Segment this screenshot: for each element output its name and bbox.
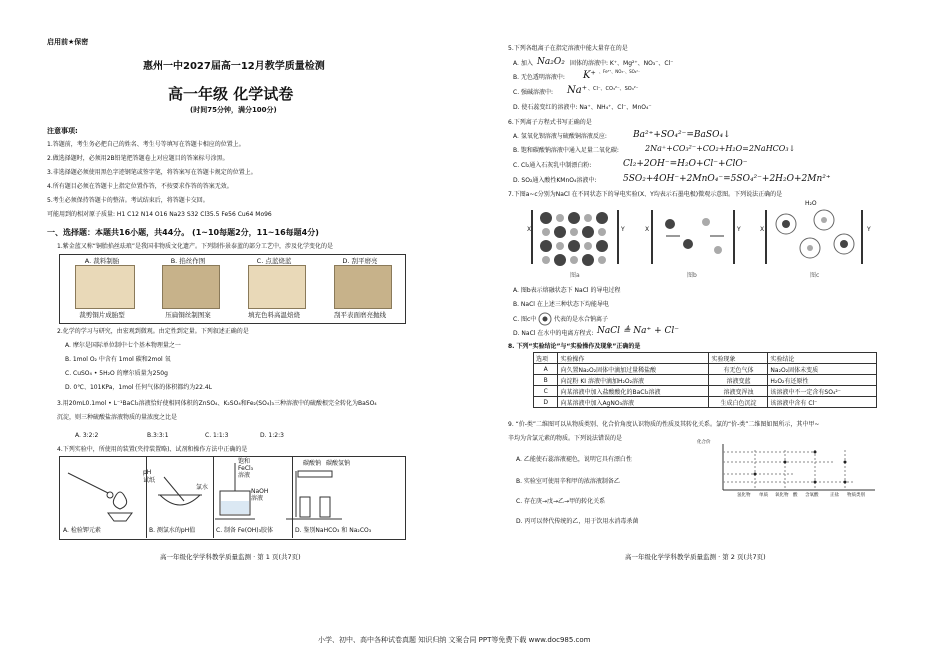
q8-cell: D <box>534 397 558 408</box>
q5-option-b-formula: K⁺ <box>583 70 596 81</box>
q1-illustration-d <box>334 265 392 309</box>
q9-option-b: B. 实验室可使用辛和甲的浓溶液制备乙 <box>516 478 620 485</box>
q8-cell: 向淀粉 KI 溶液中滴加H₂O₂溶液 <box>558 375 709 386</box>
q7-option-c-end: 代表的是水合钠离子 <box>554 316 609 323</box>
note-4: 4.所有题目必须在答题卡上指定位置作答，不按要求作答的答案无效。 <box>47 183 233 190</box>
chart-cat-salt: 正盐 <box>830 493 839 498</box>
fig-a-lattice <box>540 212 608 266</box>
q6-option-c-formula: Cl₂+2OH⁻=H₂O+Cl⁻+ClO⁻ <box>623 159 748 169</box>
q8-header-conclusion: 实验结论 <box>768 353 877 364</box>
q4-label-chlorine-water: 氯水 <box>196 484 209 491</box>
q4-caption-d: D. 鉴别NaHCO₃ 和 Na₂CO₃ <box>295 527 372 534</box>
q2-option-b: B. 1mol O₂ 中含有 1mol 碳和2mol 氧 <box>65 356 171 363</box>
q8-header-phenomenon: 实验现象 <box>709 353 768 364</box>
note-1: 1.答题前，考生务必把自己的姓名、考生号等填写在答题卡相应的位置上。 <box>47 141 245 148</box>
q1-option-b: B. 掐丝作图 <box>170 257 206 265</box>
q3-option-b: B.3:3:1 <box>147 432 169 439</box>
q8-cell: 生成白色沉淀 <box>709 397 768 408</box>
q8-cell: 向久置Na₂O₂固体中滴加过量稀盐酸 <box>558 364 709 375</box>
q9-option-a: A. 乙能使石蕊溶液褪色，说明它具有漂白性 <box>516 456 632 463</box>
q4-label-nahco3: 碳酸氢钠 <box>326 460 351 467</box>
notes-heading: 注意事项: <box>47 127 78 135</box>
q8-cell: B <box>534 375 558 386</box>
q1-illustration-b <box>162 265 220 309</box>
q8-cell: H₂O₂有还原性 <box>768 375 877 386</box>
q7-option-d-label: D. NaCl 在水中的电离方程式: <box>513 330 594 337</box>
q6-option-d-label: D. SO₂通入酸性KMnO₄溶液中: <box>513 177 597 184</box>
valence-class-chart <box>715 440 885 498</box>
chart-y-axis-label: 化合价 <box>697 440 711 445</box>
q5-option-c-formula: Na⁺ <box>567 85 587 96</box>
q6-option-d-formula: 5SO₂+4OH⁻+2MnO₄⁻=5SO₄²⁻+2H₂O+2Mn²⁺ <box>623 174 831 184</box>
q3-option-d: D. 1:2:3 <box>260 432 284 439</box>
fig-a-label: 图a <box>570 272 580 279</box>
q4-stem: 4.下列实验中，所使用的装置(夹持装置略)、试剂和操作方法中正确的是 <box>57 446 248 453</box>
q8-cell: 该溶液中含有 Cl⁻ <box>768 397 877 408</box>
q4-caption-b: B. 测氯水的pH值 <box>149 527 196 534</box>
q3-stem-line1: 3.用20mL0.1mol • L⁻¹BaCl₂溶液恰好使相同体积的ZnSO₄、K₂SO₄和Fe₂(SO₄)₃三种溶液中的硫酸根完全转化为BaSO₄ <box>57 400 377 407</box>
q9-option-c: C. 存在庚→戊→乙→甲的转化关系 <box>516 498 606 505</box>
q7-diagrams <box>520 200 880 278</box>
q1-option-a: A. 裁料制胎 <box>84 257 120 265</box>
q8-header-operation: 实验操作 <box>558 353 709 364</box>
q8-cell: Na₂O₂固体未变质 <box>768 364 877 375</box>
q5-stem: 5.下列各组离子在指定溶液中能大量存在的是 <box>508 45 628 52</box>
q8-cell: 溶液变浑浊 <box>709 386 768 397</box>
table-row <box>534 397 877 408</box>
q8-header-row <box>534 353 877 364</box>
q7-option-b: B. NaCl 在上述三种状态下均能导电 <box>513 301 609 308</box>
page-1-footer: 高一年级化学学科教学质量监测 · 第 1 页(共7页) <box>160 553 301 561</box>
q4-label-naoh: NaOH <box>251 488 269 495</box>
chart-cat-class: 物质类别 <box>847 493 865 498</box>
q3-stem-line2: 沉淀，则三种硫酸盐溶液物质的量浓度之比是 <box>57 414 178 421</box>
q7-option-c-start: C. 图c中 <box>513 316 537 323</box>
note-5: 5.考生必须保持答题卡的整洁。考试结束后，将答题卡交回。 <box>47 197 209 204</box>
school-title: 惠州一中2027届高一12月教学质量检测 <box>143 61 325 72</box>
q6-option-b-formula: 2Na⁺+CO₃²⁻+CO₂+H₂O=2NaHCO₃↓ <box>645 144 796 153</box>
q1-caption-c: 填充色料高温焙烧 <box>248 311 300 319</box>
q5-option-d: D. 使石蕊变红的溶液中: Na⁺、NH₄⁺、Cl⁻、MnO₄⁻ <box>513 104 652 111</box>
exam-page-2 <box>475 0 950 672</box>
q4-label-paper: 试纸 <box>143 477 156 484</box>
exam-title: 高一年级 化学试卷 <box>168 85 294 103</box>
q8-header-option: 选项 <box>534 353 558 364</box>
table-row <box>534 364 877 375</box>
fig-b-label: 图b <box>687 272 697 279</box>
q4-label-saturated: 饱和 <box>238 458 251 465</box>
q1-caption-a: 裁剪铜片成胎型 <box>79 311 125 319</box>
fig-b-electrode-x: X <box>645 226 650 233</box>
q5-option-c-label: C. 强碱溶液中: <box>513 89 554 96</box>
q5-option-b-label: B. 无色透明溶液中: <box>513 74 565 81</box>
download-banner: 小学、初中、高中各种试卷真题 知识归纳 文案合同 PPT等免费下载 www.doc985.com <box>318 636 591 644</box>
q8-stem: 8. 下列“实验结论”与“实验操作及现象”正确的是 <box>508 343 641 350</box>
q1-stem: 1.紫金蓝又称“铜胎掐丝珐琅”是我国非物质文化遗产。下列制作景泰蓝的部分工艺中，涉及化学变化的是 <box>57 243 333 250</box>
time-score: (时间75分钟，满分100分) <box>190 106 277 114</box>
note-2: 2.做选择题时，必须用2B铅笔把答题卷上对应题目的答案标号涂黑。 <box>47 155 229 162</box>
atomic-masses: 可能用到的相对原子质量: H1 C12 N14 O16 Na23 S32 Cl35.5 Fe56 Cu64 Mo96 <box>47 211 272 218</box>
chart-cat-acid: 酸 <box>793 493 798 498</box>
q7-option-d-formula: NaCl ≜ Na⁺ + Cl⁻ <box>597 326 680 336</box>
q8-cell: 向某溶液中加入AgNO₃溶液 <box>558 397 709 408</box>
q4-label-solution-1: 溶液 <box>238 472 251 479</box>
q1-option-c: C. 点蓝烧蓝 <box>256 257 292 265</box>
table-row <box>534 375 877 386</box>
q6-option-c-label: C. Cl₂通入石灰乳中制漂白粉: <box>513 162 592 169</box>
q4-caption-c: C. 制备 Fe(OH)₃胶体 <box>216 527 274 534</box>
chart-cat-oxyacid: 含氧酸 <box>805 493 819 498</box>
fig-c-label: 图c <box>810 272 820 279</box>
q4-label-fecl3: FeCl₃ <box>238 465 254 472</box>
q8-cell: 有无色气体 <box>709 364 768 375</box>
q6-option-a-label: A. 氢氧化钡溶液与硫酸铜溶液反应: <box>513 133 607 140</box>
q4-label-na2co3: 碳酸钠 <box>303 460 322 467</box>
q2-option-a: A. 摩尔是国际单位制中七个基本物理量之一 <box>65 342 181 349</box>
q3-option-a: A. 3:2:2 <box>75 432 99 439</box>
q8-cell: C <box>534 386 558 397</box>
page-2-footer: 高一年级化学学科教学质量监测 · 第 2 页(共7页) <box>625 553 766 561</box>
q5-option-a-formula: Na₂O₂ <box>537 57 565 67</box>
q6-option-a-formula: Ba²⁺+SO₄²⁻=BaSO₄↓ <box>633 130 731 140</box>
q7-option-a: A. 图b表示熔融状态下 NaCl 的导电过程 <box>513 287 621 294</box>
q2-option-d: D. 0℃、101KPa，1mol 任何气体的体积都约为22.4L <box>65 384 213 391</box>
q4-caption-a: A. 检验钾元素 <box>63 527 101 534</box>
fig-a-electrode-x: X <box>527 226 532 233</box>
q5-option-a-rest: 固体的溶液中: K⁺、Mg²⁺、NO₃⁻、Cl⁻ <box>570 60 674 67</box>
q8-cell: 溶液变蓝 <box>709 375 768 386</box>
q2-stem: 2.化学的学习与研究，由宏观到微观。由定性到定量。下列叙述正确的是 <box>57 328 249 335</box>
fig-c-electrode-x: X <box>760 226 765 233</box>
q7-stem: 7.下图a~c分别为NaCl 在不同状态下的导电实验(X、Y均表示石墨电极)微观示意图。下列说法正确的是 <box>508 191 783 198</box>
q9-stem-line2: 辛均为含氯元素的物质。下列说法错误的是 <box>508 435 623 442</box>
fig-b-electrode-y: Y <box>737 226 741 233</box>
fig-c-water-label: H₂O <box>805 200 817 207</box>
q8-cell: 向某溶液中加入盐酸酸化的BaCl₂溶液 <box>558 386 709 397</box>
q2-option-c: C. CuSO₄ • 5H₂O 的摩尔质量为250g <box>65 370 168 377</box>
fig-a-electrode-y: Y <box>621 226 625 233</box>
q1-caption-b: 压扁铜丝制图案 <box>165 311 211 319</box>
chart-cat-hydride: 氢化物 <box>737 493 751 498</box>
q3-option-c: C. 1:1:3 <box>205 432 229 439</box>
q4-label-ph: pH <box>143 469 152 476</box>
hydrated-ion-icon <box>538 312 552 326</box>
section1-title: 一、选择题：本题共16小题，共44分。 (1~10每题2分，11~16每题4分) <box>47 228 319 237</box>
q5-option-b-small: 、Fe³⁺、NO₃⁻、SO₄²⁻ <box>599 69 641 74</box>
note-3: 3.非选择题必须使用黑色字迹钢笔或签字笔，将答案写在答题卡规定的位置上。 <box>47 169 257 176</box>
q8-cell: 该溶液中不一定含有SO₄²⁻ <box>768 386 877 397</box>
fig-c-electrode-y: Y <box>867 226 871 233</box>
q4-apparatus-drawings <box>60 457 403 525</box>
q1-illustration-c <box>248 265 306 309</box>
q1-caption-d: 刮平表面磨亮抛线 <box>334 311 386 319</box>
q1-illustration-a <box>75 265 135 309</box>
q5-option-c-small: 、Cl⁻、CO₃²⁻、SO₄²⁻ <box>588 86 639 92</box>
q5-option-a-label: A. 加入 <box>513 60 533 67</box>
q6-option-b-label: B. 饱和碳酸钠溶液中通入足量二氧化碳: <box>513 147 619 154</box>
chart-cat-element: 单质 <box>759 493 768 498</box>
q9-option-d: D. 丙可以替代传统的乙，用于饮用水消毒杀菌 <box>516 518 639 525</box>
q1-option-d: D. 刮平磨亮 <box>342 257 378 265</box>
confidential-label: 启用前★保密 <box>47 38 89 46</box>
q6-stem: 6.下列离子方程式书写正确的是 <box>508 119 592 126</box>
table-row <box>534 386 877 397</box>
q4-label-solution-2: 溶液 <box>251 495 264 502</box>
q8-cell: A <box>534 364 558 375</box>
chart-cat-oxide: 氧化物 <box>775 493 789 498</box>
q9-stem-line1: 9. “价-类”二维图可以从物质类别、化合价角度认识物质的性质及其转化关系。氯的“价-类”二维图如图所示，其中甲~ <box>508 421 820 428</box>
q8-table <box>533 352 877 408</box>
